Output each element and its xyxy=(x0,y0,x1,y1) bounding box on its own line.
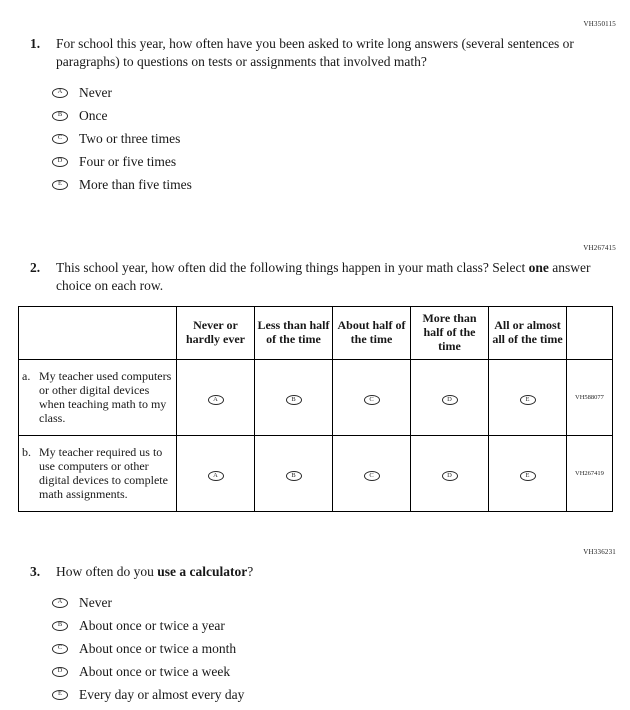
question-2 xyxy=(30,259,618,294)
question-2-number: 2. xyxy=(30,260,41,276)
oval-letter: A xyxy=(213,472,218,480)
question-2-text-before: This school year, how often did the following things happen in your math class? Select xyxy=(56,260,526,276)
option-label: Never xyxy=(79,594,112,610)
oval-letter: E xyxy=(525,472,530,480)
column-header: About half of the time xyxy=(333,307,411,359)
oval-letter: B xyxy=(57,111,63,119)
answer-matrix-table xyxy=(18,306,613,511)
option-row xyxy=(52,683,618,706)
option-label: Four or five times xyxy=(79,153,177,169)
row-stem xyxy=(19,435,177,511)
answer-oval[interactable] xyxy=(208,395,224,405)
question-2-code: VH267415 xyxy=(583,244,616,253)
column-header: Less than half of the time xyxy=(255,307,333,359)
option-row xyxy=(52,591,618,614)
answer-oval[interactable] xyxy=(52,180,68,190)
answer-cell xyxy=(411,359,489,435)
answer-oval[interactable] xyxy=(442,471,458,481)
question-3-text-before: How often do you xyxy=(56,563,154,579)
answer-cell xyxy=(411,435,489,511)
answer-oval[interactable] xyxy=(52,690,68,700)
answer-oval[interactable] xyxy=(52,88,68,98)
answer-cell xyxy=(177,435,255,511)
answer-oval[interactable] xyxy=(52,621,68,631)
option-label: Two or three times xyxy=(79,130,181,146)
option-label: About once or twice a month xyxy=(79,640,237,656)
answer-oval[interactable] xyxy=(520,471,536,481)
oval-letter: E xyxy=(58,690,62,698)
answer-oval[interactable] xyxy=(52,157,68,167)
row-text: My teacher required us to use computers or other digital devices to complete math assignments. xyxy=(39,444,168,502)
option-label: About once or twice a year xyxy=(79,617,225,633)
answer-cell xyxy=(255,435,333,511)
answer-oval[interactable] xyxy=(52,598,68,608)
answer-cell xyxy=(177,359,255,435)
question-1 xyxy=(30,35,618,196)
answer-oval[interactable] xyxy=(52,111,68,121)
oval-letter: D xyxy=(57,157,63,165)
row-text: My teacher used computers or other digital devices when teaching math to my class. xyxy=(39,368,172,426)
answer-oval[interactable] xyxy=(520,395,536,405)
column-header: Never or hardly ever xyxy=(177,307,255,359)
question-2-text-bold: one xyxy=(528,260,549,276)
question-1-header xyxy=(30,35,618,70)
oval-letter: B xyxy=(291,396,296,404)
question-2-text-after: answer choice on each row. xyxy=(56,260,591,293)
option-row xyxy=(52,127,618,150)
question-3-text xyxy=(56,563,253,581)
question-1-number: 1. xyxy=(30,36,41,51)
option-label: Every day or almost every day xyxy=(79,686,245,702)
option-row xyxy=(52,660,618,683)
oval-letter: B xyxy=(291,472,296,480)
oval-letter: C xyxy=(369,472,374,480)
answer-oval[interactable] xyxy=(52,134,68,144)
answer-oval[interactable] xyxy=(364,395,380,405)
option-row xyxy=(52,81,618,104)
question-3 xyxy=(30,563,618,707)
option-row xyxy=(52,637,618,660)
option-label: Never xyxy=(79,84,112,100)
row-code: VH267419 xyxy=(567,435,613,511)
row-letter: b. xyxy=(22,444,31,459)
table-header-row xyxy=(19,307,613,359)
question-3-header xyxy=(30,563,618,581)
spacer xyxy=(18,196,618,244)
question-1-code: VH350115 xyxy=(583,20,616,28)
oval-letter: A xyxy=(213,396,218,404)
answer-oval[interactable] xyxy=(442,395,458,405)
option-row xyxy=(52,173,618,196)
oval-letter: E xyxy=(525,396,530,404)
question-2-header xyxy=(30,259,618,294)
oval-letter: B xyxy=(57,621,63,629)
answer-oval[interactable] xyxy=(52,667,68,677)
question-3-number: 3. xyxy=(30,563,41,579)
oval-letter: C xyxy=(369,396,374,404)
row-code: VH588077 xyxy=(567,359,613,435)
question-3-code: VH336231 xyxy=(583,547,616,556)
oval-letter: D xyxy=(447,472,452,480)
question-3-text-after: ? xyxy=(247,563,254,579)
oval-letter: C xyxy=(57,134,63,142)
table-row xyxy=(19,435,613,511)
question-1-options xyxy=(52,81,618,196)
option-row xyxy=(52,614,618,637)
question-1-text: For school this year, how often have you been asked to write long answers (several sentences or paragraphs) to questions on tests or assignments that involved math? xyxy=(56,36,574,69)
option-label: About once or twice a week xyxy=(79,663,231,679)
oval-letter: E xyxy=(58,180,62,188)
column-header: All or almost all of the time xyxy=(489,307,567,359)
header-empty-cell xyxy=(19,307,177,359)
answer-oval[interactable] xyxy=(286,471,302,481)
question-3-options xyxy=(52,591,618,706)
row-letter: a. xyxy=(22,368,31,383)
option-label: Once xyxy=(79,107,108,123)
oval-letter: A xyxy=(57,598,63,606)
option-row xyxy=(52,150,618,173)
answer-oval[interactable] xyxy=(364,471,380,481)
option-label: More than five times xyxy=(79,176,192,192)
oval-letter: C xyxy=(57,644,63,652)
table-row xyxy=(19,359,613,435)
answer-cell xyxy=(255,359,333,435)
oval-letter: D xyxy=(57,667,63,675)
row-stem xyxy=(19,359,177,435)
question-3-text-bold: use a calculator xyxy=(157,563,248,579)
column-header: More than half of the time xyxy=(411,307,489,359)
option-row xyxy=(52,104,618,127)
answer-cell xyxy=(333,435,411,511)
oval-letter: A xyxy=(57,88,63,96)
answer-oval[interactable] xyxy=(52,644,68,654)
answer-cell xyxy=(489,359,567,435)
oval-letter: D xyxy=(447,396,452,404)
answer-oval[interactable] xyxy=(208,471,224,481)
answer-oval[interactable] xyxy=(286,395,302,405)
spacer xyxy=(18,512,618,548)
answer-cell xyxy=(333,359,411,435)
question-2-text xyxy=(56,259,604,294)
answer-cell xyxy=(489,435,567,511)
header-code-cell xyxy=(567,307,613,359)
